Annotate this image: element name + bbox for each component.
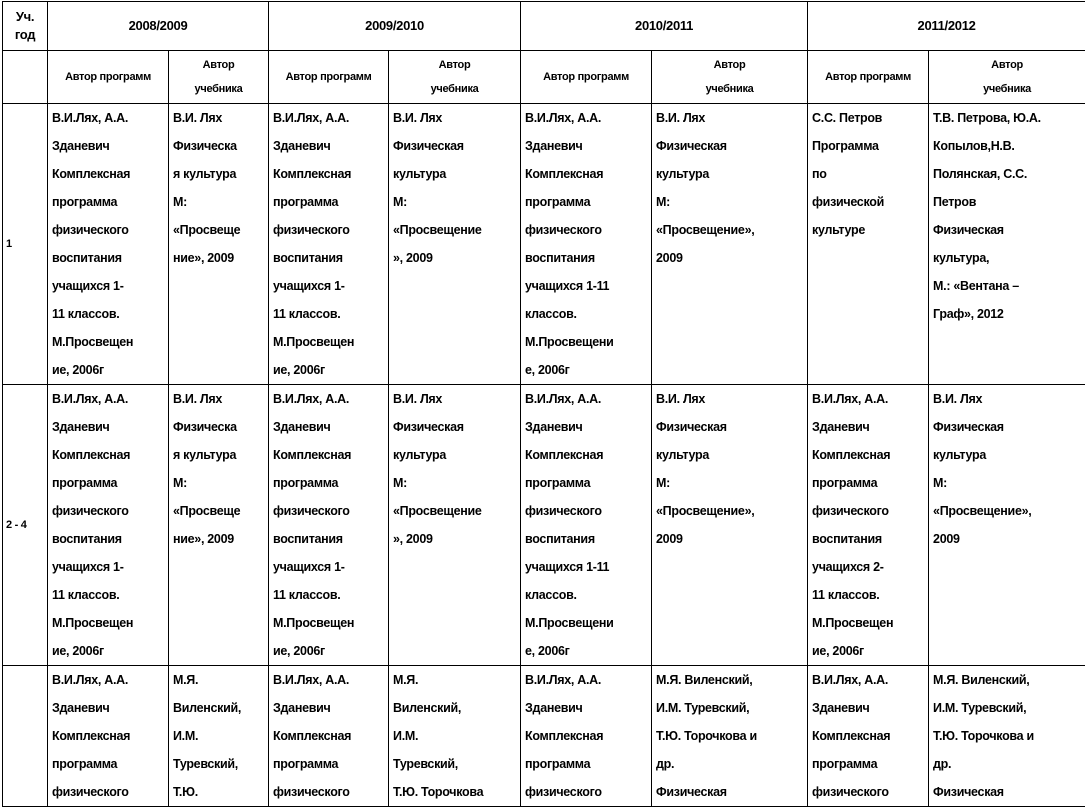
table-cell: В.И. Лях Физическая культура М: «Просвещение », 2009 bbox=[389, 385, 521, 666]
textbook-author-header: Автор учебника bbox=[389, 51, 521, 104]
table-cell: В.И. Лях Физическа я культура М: «Просвеще ние», 2009 bbox=[169, 385, 269, 666]
table-cell: В.И.Лях, А.А. Зданевич Комплексная программа физического воспитания учащихся 2- 11 классов. М.Просвещен ие, 2006г bbox=[808, 385, 929, 666]
program-author-header: Автор программ bbox=[269, 51, 389, 104]
table-cell: В.И. Лях Физическая культура М: «Просвещение», 2009 bbox=[652, 104, 808, 385]
school-year-corner-cell: Уч. год bbox=[3, 2, 48, 51]
textbook-author-header: Автор учебника bbox=[929, 51, 1085, 104]
program-author-header: Автор программ bbox=[808, 51, 929, 104]
table-cell: В.И.Лях, А.А. Зданевич Комплексная программа физического воспитания учащихся 1- 11 классов. М.Просвещен ие, 2006г bbox=[269, 104, 389, 385]
table-cell: М.Я. Виленский, И.М. Туревский, Т.Ю. Торочкова и др. Физическая bbox=[929, 666, 1085, 807]
table-cell: В.И.Лях, А.А. Зданевич Комплексная программа физического воспитания учащихся 1- 11 классов. М.Просвещен ие, 2006г bbox=[48, 104, 169, 385]
table-cell: С.С. Петров Программа по физической культуре bbox=[808, 104, 929, 385]
table-cell: В.И.Лях, А.А. Зданевич Комплексная программа физического bbox=[48, 666, 169, 807]
header-row-years bbox=[3, 2, 1085, 51]
table-cell: Т.В. Петрова, Ю.А. Копылов,Н.В. Полянская, С.С. Петров Физическая культура, М.: «Вентана – Граф», 2012 bbox=[929, 104, 1085, 385]
header-row-authors bbox=[3, 51, 1085, 104]
table-cell: М.Я. Виленский, И.М. Туревский, Т.Ю. Торочкова и др. Физическая bbox=[652, 666, 808, 807]
program-author-header: Автор программ bbox=[521, 51, 652, 104]
grade-cell bbox=[3, 666, 48, 807]
empty-header-cell bbox=[3, 51, 48, 104]
table-cell: В.И.Лях, А.А. Зданевич Комплексная программа физического воспитания учащихся 1-11 классов. М.Просвещени е, 2006г bbox=[521, 104, 652, 385]
table-row bbox=[3, 104, 1085, 385]
table-cell: В.И.Лях, А.А. Зданевич Комплексная программа физического воспитания учащихся 1-11 классов. М.Просвещени е, 2006г bbox=[521, 385, 652, 666]
year-header-cell: 2010/2011 bbox=[521, 2, 808, 51]
curriculum-table bbox=[2, 1, 1085, 807]
table-cell: В.И.Лях, А.А. Зданевич Комплексная программа физического bbox=[269, 666, 389, 807]
table-cell: В.И.Лях, А.А. Зданевич Комплексная программа физического bbox=[808, 666, 929, 807]
textbook-author-header: Автор учебника bbox=[169, 51, 269, 104]
year-header-cell: 2011/2012 bbox=[808, 2, 1085, 51]
table-row bbox=[3, 385, 1085, 666]
table-cell: В.И. Лях Физическая культура М: «Просвещение », 2009 bbox=[389, 104, 521, 385]
table-row bbox=[3, 666, 1085, 807]
table-cell: М.Я. Виленский, И.М. Туревский, Т.Ю. Торочкова bbox=[389, 666, 521, 807]
table-cell: В.И.Лях, А.А. Зданевич Комплексная программа физического воспитания учащихся 1- 11 классов. М.Просвещен ие, 2006г bbox=[269, 385, 389, 666]
table-cell: В.И. Лях Физическая культура М: «Просвещение», 2009 bbox=[929, 385, 1085, 666]
program-author-header: Автор программ bbox=[48, 51, 169, 104]
table-cell: В.И.Лях, А.А. Зданевич Комплексная программа физического воспитания учащихся 1- 11 классов. М.Просвещен ие, 2006г bbox=[48, 385, 169, 666]
grade-cell: 1 bbox=[3, 104, 48, 385]
table-cell: В.И. Лях Физическа я культура М: «Просвеще ние», 2009 bbox=[169, 104, 269, 385]
year-header-cell: 2009/2010 bbox=[269, 2, 521, 51]
table-cell: В.И. Лях Физическая культура М: «Просвещение», 2009 bbox=[652, 385, 808, 666]
year-header-cell: 2008/2009 bbox=[48, 2, 269, 51]
table-cell: М.Я. Виленский, И.М. Туревский, Т.Ю. bbox=[169, 666, 269, 807]
table-cell: В.И.Лях, А.А. Зданевич Комплексная программа физического bbox=[521, 666, 652, 807]
textbook-author-header: Автор учебника bbox=[652, 51, 808, 104]
grade-cell: 2 - 4 bbox=[3, 385, 48, 666]
